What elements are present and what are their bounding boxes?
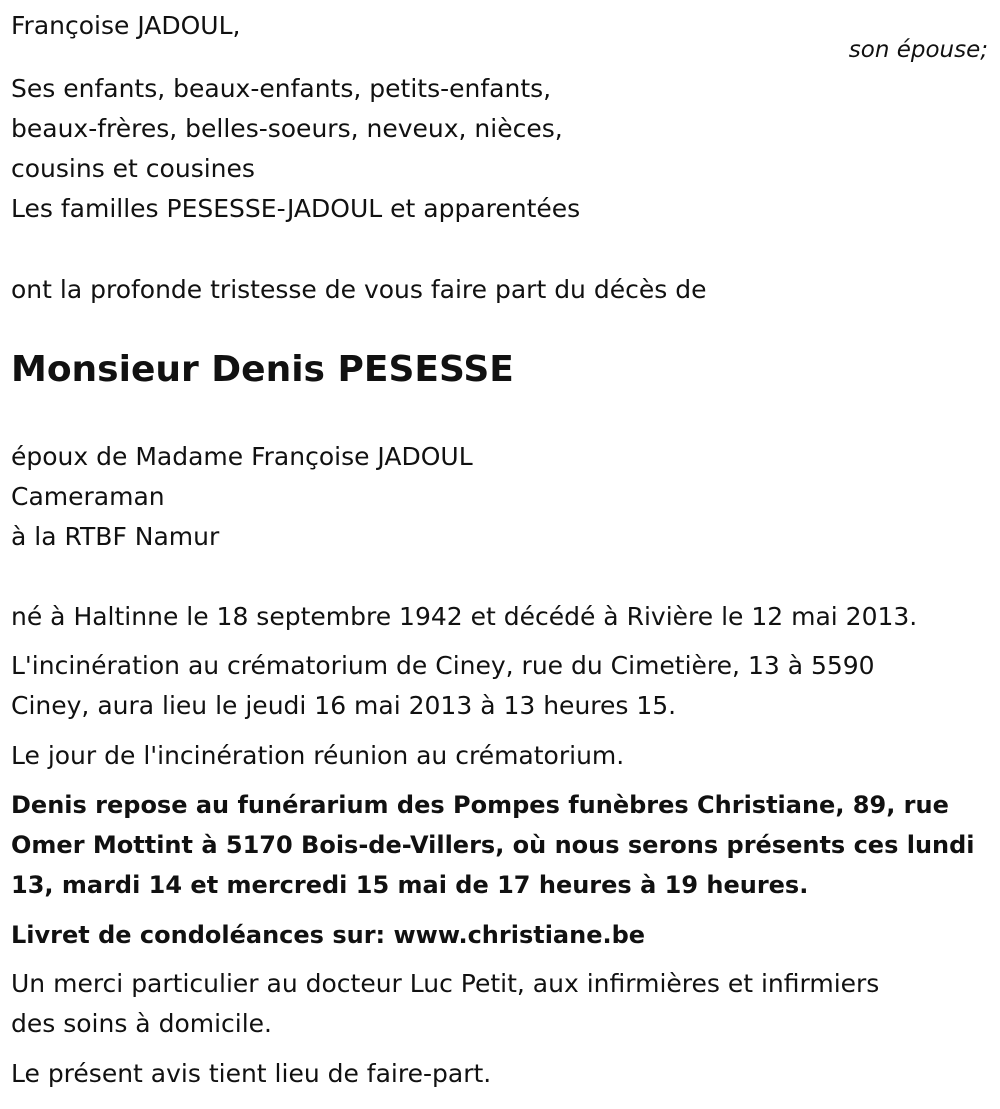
repose-line-2: Omer Mottint à 5170 Bois-de-Villers, où nous serons présents ces lundi (11, 831, 975, 859)
birth-death: né à Haltinne le 18 septembre 1942 et décédé à Rivière le 12 mai 2013. (11, 602, 918, 631)
repose-line-1: Denis repose au funérarium des Pompes funèbres Christiane, 89, rue (11, 791, 949, 819)
thanks-line-1: Un merci particulier au docteur Luc Petit, aux infirmières et infirmiers (11, 969, 880, 998)
employer: à la RTBF Namur (11, 522, 220, 551)
family-line-3: cousins et cousines (11, 154, 255, 183)
incineration-line-1: L'incinération au crématorium de Ciney, rue du Cimetière, 13 à 5590 (11, 651, 875, 680)
thanks-line-2: des soins à domicile. (11, 1009, 272, 1038)
announcement: ont la profonde tristesse de vous faire part du décès de (11, 275, 707, 304)
incineration-line-2: Ciney, aura lieu le jeudi 16 mai 2013 à 13 heures 15. (11, 691, 677, 720)
spouse-of: époux de Madame Françoise JADOUL (11, 442, 473, 471)
reunion: Le jour de l'incinération réunion au crématorium. (11, 741, 625, 770)
occupation: Cameraman (11, 482, 165, 511)
repose-line-3: 13, mardi 14 et mercredi 15 mai de 17 heures à 19 heures. (11, 871, 809, 899)
deceased-name: Monsieur Denis PESESSE (11, 349, 514, 390)
spouse-name: Françoise JADOUL, (11, 11, 241, 40)
spouse-role: son épouse; (848, 37, 988, 63)
condolences-link[interactable]: Livret de condoléances sur: www.christiane.be (11, 921, 646, 949)
family-line-4: Les familles PESESSE-JADOUL et apparentées (11, 194, 581, 223)
notice: Le présent avis tient lieu de faire-part. (11, 1059, 492, 1088)
family-line-2: beaux-frères, belles-soeurs, neveux, nièces, (11, 114, 563, 143)
family-line-1: Ses enfants, beaux-enfants, petits-enfants, (11, 74, 552, 103)
